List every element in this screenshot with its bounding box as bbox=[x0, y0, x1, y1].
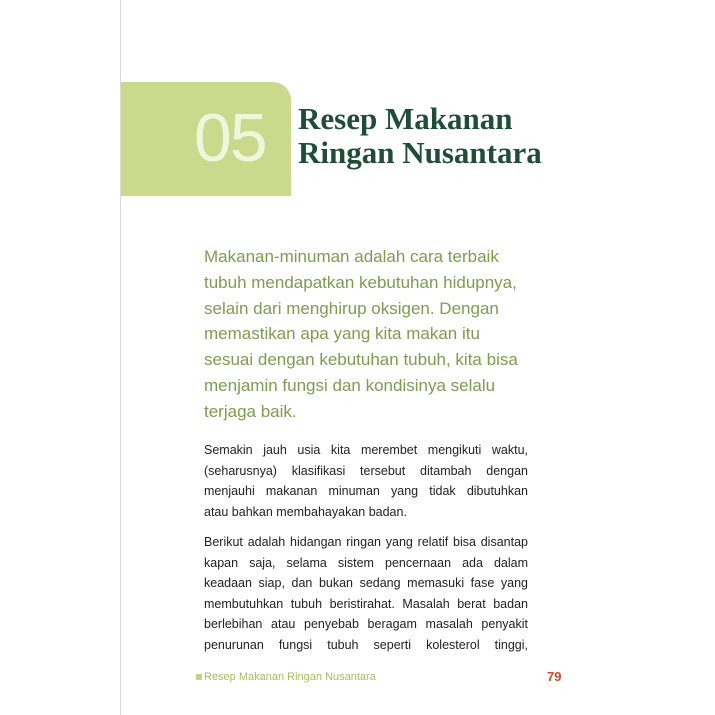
chapter-number: 05 bbox=[194, 100, 266, 176]
lead-line: memastikan apa yang kita makan itu bbox=[204, 324, 480, 344]
lead-paragraph bbox=[204, 244, 544, 425]
lead-line: sesuai dengan kebutuhan tubuh, kita bisa bbox=[204, 350, 518, 370]
body-line: membutuhkan tubuh beristirahat. Masalah berat badan bbox=[204, 596, 528, 611]
lead-line: terjaga baik. bbox=[204, 401, 297, 421]
body-line: (seharusnya) klasifikasi tersebut ditambah dengan bbox=[204, 463, 528, 478]
body-line: Berikut adalah hidangan ringan yang relatif bisa disantap bbox=[204, 535, 528, 549]
lead-line: selain dari menghirup oksigen. Dengan bbox=[204, 298, 499, 318]
chapter-title-line: Resep Makanan bbox=[298, 101, 513, 136]
lead-line: Makanan-minuman adalah cara terbaik bbox=[204, 247, 499, 266]
lead-line: tubuh mendapatkan kebutuhan hidupnya, bbox=[204, 272, 517, 292]
body-paragraph-1 bbox=[204, 440, 528, 522]
chapter-title-line: Ringan Nusantara bbox=[298, 135, 542, 170]
body-line: atau bahkan membahayakan badan. bbox=[204, 504, 407, 519]
body-line: keadaan siap, dan bukan sedang memasuki fase yang bbox=[204, 576, 528, 590]
page-number: 79 bbox=[547, 669, 562, 684]
footer-square-marker bbox=[196, 674, 202, 680]
chapter-title bbox=[298, 102, 542, 170]
body-paragraph-2 bbox=[204, 532, 528, 655]
body-line: kapan saja, selama sistem pencernaan ada dalam bbox=[204, 555, 528, 570]
body-line: menjauhi makanan minuman yang tidak dibutuhkan bbox=[204, 484, 528, 498]
lead-line: menjamin fungsi dan kondisinya selalu bbox=[204, 375, 496, 395]
body-line: penurunan fungsi tubuh seperti kolesterol tinggi, bbox=[204, 637, 528, 652]
running-footer-title: Resep Makanan Ringan Nusantara bbox=[204, 671, 376, 683]
body-line: berlebihan atau penyebab beragam masalah penyakit bbox=[204, 617, 528, 631]
body-line: Semakin jauh usia kita merembet mengikuti waktu, bbox=[204, 443, 528, 457]
